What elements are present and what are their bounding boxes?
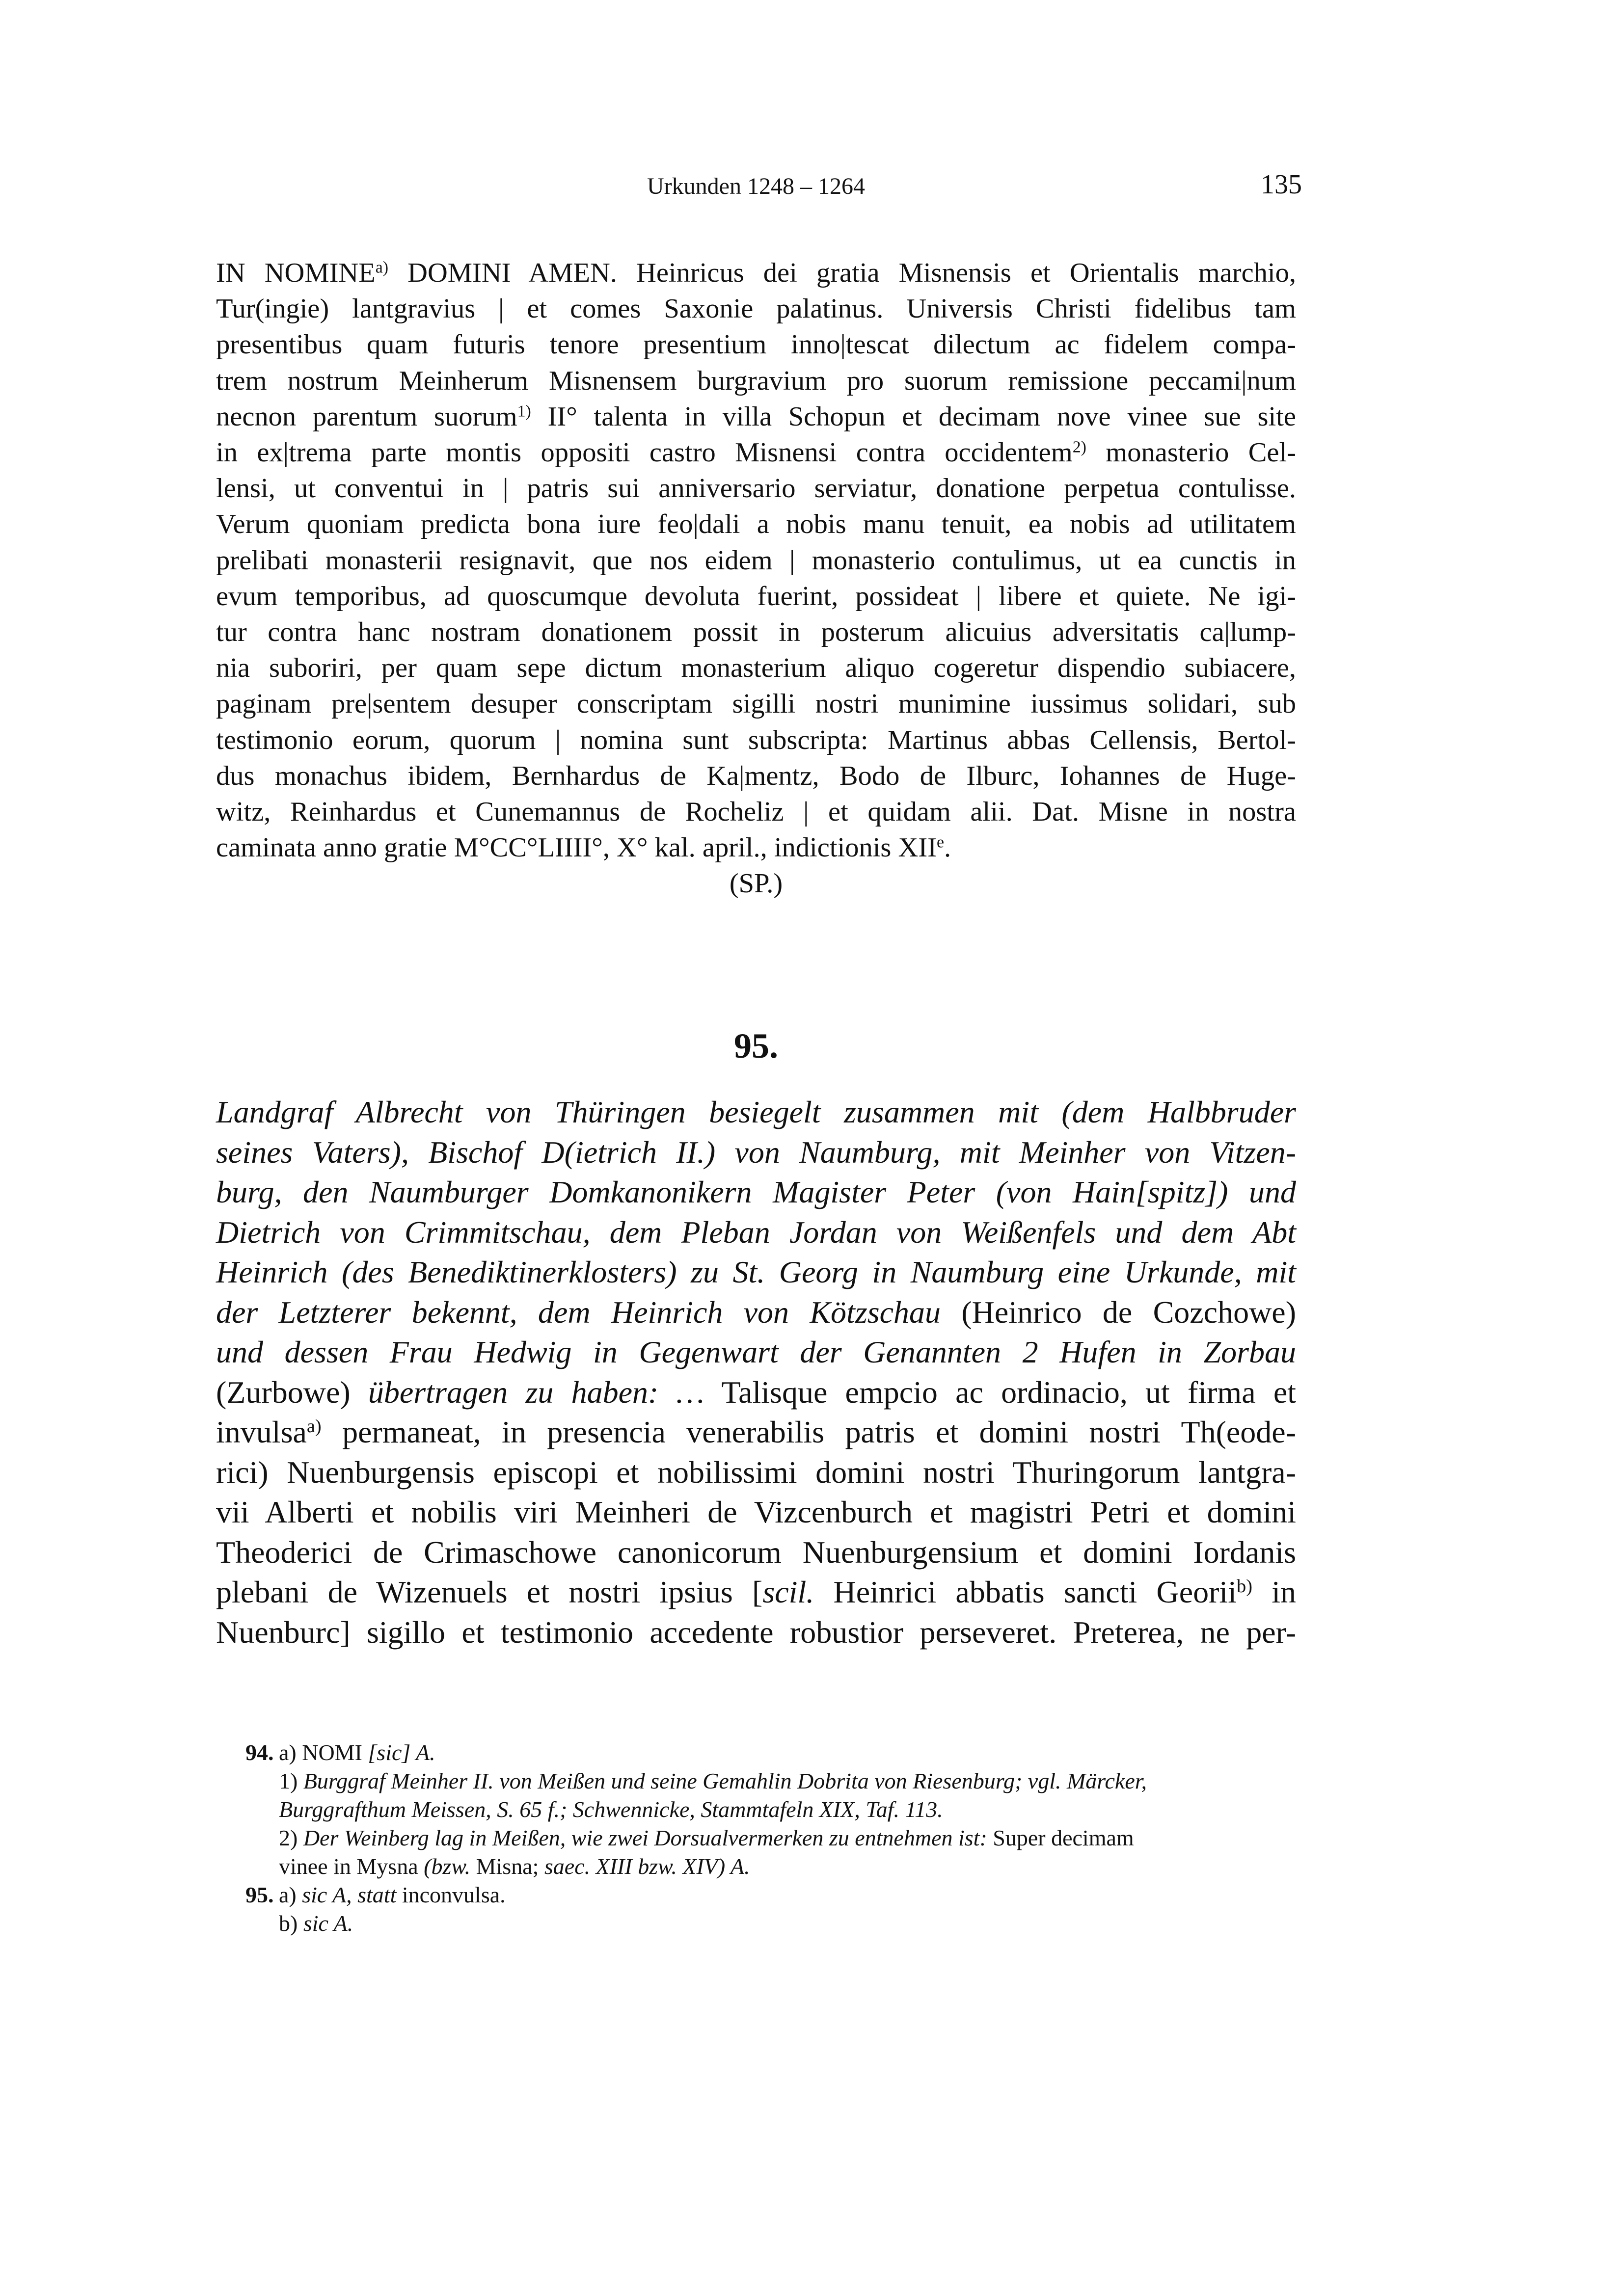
footnote-text: saec. XIII bzw. XIV) A. [544, 1854, 750, 1879]
text-line [216, 363, 1296, 399]
footnote-marker: a) [306, 1415, 322, 1437]
text-line [216, 1492, 1296, 1532]
text-segment: Nuenburc] sigillo et testimonio accedente robustior perseveret. Preterea, ne per- [216, 1614, 1296, 1650]
text-segment: Heinrici abbatis sancti Georii [814, 1575, 1237, 1609]
text-segment: Talisque empcio ac ordinacio, ut firma et [704, 1374, 1297, 1410]
text-segment: übertragen zu haben: … [368, 1374, 704, 1410]
text-segment: plebani de Wizenuels et nostri ipsius [ [216, 1575, 763, 1609]
text-segment: in ex|trema parte montis oppositi castro Misnensi contra occidentem [216, 437, 1073, 468]
text-line [216, 1452, 1296, 1493]
text-segment: Tur(ingie) lantgravius | et comes Saxonie palatinus. Universis Christi fidelibus tam [216, 294, 1296, 324]
text-segment: trem nostrum Meinherum Misnensem burgravium pro suorum remissione peccami|num [216, 365, 1296, 396]
seal-note: (SP.) [729, 868, 783, 899]
text-segment: lensi, ut conventui in | patris sui anniversario serviatur, donatione perpetua contulisse. [216, 473, 1296, 504]
text-segment: dus monachus ibidem, Bernhardus de Ka|mentz, Bodo de Ilburc, Iohannes de Huge- [216, 760, 1296, 791]
footnote-line [245, 1909, 1296, 1938]
text-line [216, 471, 1296, 507]
text-segment: vii Alberti et nobilis viri Meinheri de Vizcenburch et magistri Petri et domini [216, 1495, 1296, 1529]
text-line [216, 327, 1296, 363]
text-segment: Dietrich von Crimmitschau, dem Pleban Jordan von Weißenfels und dem Abt [216, 1214, 1296, 1250]
footnote-line [245, 1852, 1296, 1881]
footnote-text: a) [279, 1882, 302, 1907]
text-line [216, 1292, 1296, 1333]
text-segment: und dessen Frau Hedwig in Gegenwart der Genannten 2 Hufen in Zorbau [216, 1335, 1296, 1369]
footnote-text: 2) [279, 1825, 303, 1850]
footnote-text: Burggrafthum Meissen, S. 65 f.; Schwennicke, Stammtafeln XIX, Taf. 113. [279, 1797, 943, 1822]
footnotes [245, 1738, 1296, 1938]
footnote-marker: b) [1237, 1575, 1252, 1597]
charter-94-text [216, 255, 1296, 902]
footnote-text: b) [279, 1911, 303, 1936]
charter-95-number: 95. [734, 1026, 778, 1066]
footnote-marker: a) [375, 258, 389, 277]
text-line [216, 1132, 1296, 1173]
text-line [216, 722, 1296, 758]
text-line [216, 291, 1296, 327]
text-segment: testimonio eorum, quorum | nomina sunt subscripta: Martinus abbas Cellensis, Bertol- [216, 724, 1296, 755]
text-line [216, 1532, 1296, 1573]
footnote-text: sic A. [303, 1911, 353, 1936]
text-segment: (Zurbowe) [216, 1374, 368, 1410]
text-line [216, 1332, 1296, 1372]
text-segment: . [944, 832, 951, 863]
text-segment: DOMINI AMEN. Heinricus dei gratia Misnensis et Orientalis marchio, [388, 258, 1297, 288]
text-line [216, 830, 1296, 866]
text-line [216, 579, 1296, 614]
text-segment: permaneat, in presencia venerabilis patris et domini nostri Th(eode- [321, 1415, 1296, 1449]
text-line [216, 758, 1296, 794]
footnote-line [245, 1881, 1296, 1909]
text-segment: in [1252, 1575, 1297, 1609]
footnote-marker: e [936, 833, 944, 852]
text-line [216, 1172, 1296, 1212]
text-line [216, 435, 1296, 471]
text-segment: presentibus quam futuris tenore presentium inno|tescat dilectum ac fidelem compa- [216, 329, 1296, 360]
text-segment: seines Vaters), Bischof D(ietrich II.) von Naumburg, mit Meinher von Vitzen- [216, 1134, 1296, 1170]
text-line [216, 1092, 1296, 1132]
footnote-text: vinee in Mysna [279, 1854, 424, 1879]
text-line [216, 1252, 1296, 1292]
running-title: Urkunden 1248 – 1264 [647, 173, 865, 199]
footnote-text: Der Weinberg lag in Meißen, wie zwei Dorsualvermerken zu entnehmen ist: [303, 1825, 987, 1850]
footnote-text: inconvulsa. [396, 1882, 506, 1907]
text-segment: prelibati monasterii resignavit, que nos eidem | monasterio contulimus, ut ea cunctis in [216, 545, 1296, 576]
text-line [216, 1412, 1296, 1452]
footnote-line [245, 1795, 1296, 1824]
text-line [216, 794, 1296, 830]
text-segment: paginam pre|sentem desuper conscriptam sigilli nostri munimine iussimus solidari, sub [216, 689, 1296, 720]
text-segment: tur contra hanc nostram donationem possit in posterum alicuius adversitatis ca|lump- [216, 617, 1296, 648]
footnote-line [245, 1824, 1296, 1852]
text-line [216, 1572, 1296, 1612]
footnote-number: 95. [245, 1882, 274, 1907]
text-segment: (Heinrico de Cozchowe) [941, 1294, 1297, 1330]
text-line [216, 255, 1296, 291]
footnote-text: Misna; [470, 1854, 544, 1879]
text-line [216, 1612, 1296, 1653]
text-line [216, 614, 1296, 650]
text-segment: monasterio Cel- [1086, 437, 1296, 468]
text-segment: rici) Nuenburgensis episcopi et nobilissimi domini nostri Thuringorum lantgra- [216, 1454, 1296, 1490]
charter-95-text [216, 1092, 1296, 1652]
text-segment: evum temporibus, ad quoscumque devoluta fuerint, possideat | libere et quiete. Ne igi- [216, 581, 1296, 612]
text-segment: burg, den Naumburger Domkanonikern Magister Peter (von Hain[spitz]) und [216, 1175, 1296, 1209]
footnote-line [245, 1738, 1296, 1767]
page-header [216, 169, 1302, 212]
text-line [216, 399, 1296, 435]
text-line [216, 1372, 1296, 1413]
text-segment: caminata anno gratie M°CC°LIIII°, X° kal. april., indictionis XII [216, 832, 937, 863]
text-segment: Theoderici de Crimaschowe canonicorum Nuenburgensium et domini Iordanis [216, 1534, 1296, 1570]
footnote-text: (bzw. [424, 1854, 471, 1879]
text-line [216, 507, 1296, 542]
text-line [216, 650, 1296, 686]
text-segment: der Letzterer bekennt, dem Heinrich von Kötzschau [216, 1294, 941, 1330]
text-segment: Heinrich (des Benediktinerklosters) zu St. Georg in Naumburg eine Urkunde, mit [216, 1255, 1296, 1289]
footnote-line [245, 1767, 1296, 1795]
text-segment: II° talenta in villa Schopun et decimam nove vinee sue site [531, 401, 1296, 432]
text-line [216, 1212, 1296, 1253]
footnote-marker: 2) [1072, 438, 1086, 456]
footnote-text: Burggraf Meinher II. von Meißen und seine Gemahlin Dobrita von Riesenburg; vgl. Märcker, [303, 1768, 1147, 1793]
footnote-text: a) NOMI [279, 1740, 368, 1765]
text-segment: scil. [762, 1575, 814, 1609]
footnote-text: Super decimam [987, 1825, 1134, 1850]
footnote-marker: 1) [517, 402, 531, 421]
footnote-text: sic A, statt [302, 1882, 397, 1907]
text-segment: IN NOMINE [216, 258, 376, 288]
text-segment: Verum quoniam predicta bona iure feo|dali a nobis manu tenuit, ea nobis ad utilitatem [216, 509, 1296, 540]
footnote-text: 1) [279, 1768, 303, 1793]
footnote-text: [sic] A. [368, 1740, 435, 1765]
text-segment: Landgraf Albrecht von Thüringen besiegelt zusammen mit (dem Halbbruder [216, 1095, 1296, 1129]
page-number: 135 [1261, 169, 1302, 200]
text-line [216, 543, 1296, 579]
text-line [216, 686, 1296, 722]
footnote-number: 94. [245, 1740, 274, 1765]
text-segment: witz, Reinhardus et Cunemannus de Rocheliz | et quidam alii. Dat. Misne in nostra [216, 797, 1296, 828]
text-segment: invulsa [216, 1415, 307, 1449]
text-segment: nia suboriri, per quam sepe dictum monasterium aliquo cogeretur dispendio subiacere, [216, 653, 1296, 684]
text-segment: necnon parentum suorum [216, 401, 517, 432]
